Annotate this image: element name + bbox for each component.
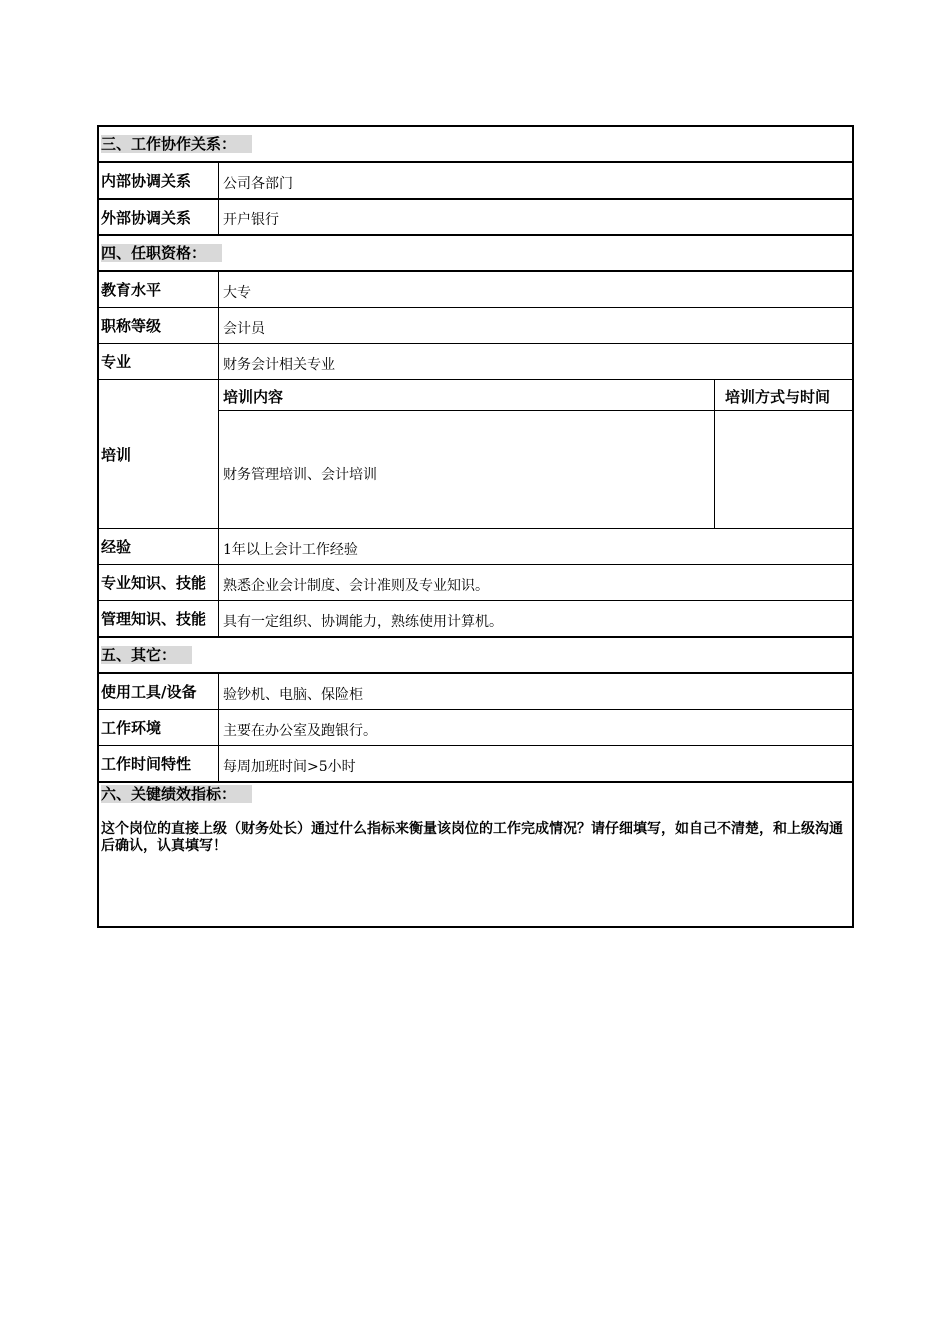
internal-coordination-label: 内部协调关系	[99, 163, 219, 198]
external-coordination-value: 开户银行	[223, 212, 279, 228]
kpi-question: 这个岗位的直接上级（财务处长）通过什么指标来衡量该岗位的工作完成情况？请仔细填写，如自己不清楚，和上级沟通后确认，认真填写！	[101, 821, 843, 854]
title-level-label: 职称等级	[99, 308, 219, 343]
row-title-level	[99, 308, 852, 344]
row-external-coordination	[99, 200, 852, 236]
education-label: 教育水平	[99, 272, 219, 307]
job-description-form	[97, 125, 854, 928]
row-work-time	[99, 746, 852, 783]
row-training	[99, 380, 852, 529]
work-time-value: 每周加班时间>5小时	[223, 759, 356, 775]
row-management-skills	[99, 601, 852, 638]
training-column-divider	[714, 380, 715, 528]
title-level-value: 会计员	[223, 321, 265, 337]
internal-coordination-value: 公司各部门	[223, 176, 293, 192]
row-internal-coordination	[99, 163, 852, 200]
training-content-value: 财务管理培训、会计培训	[223, 467, 377, 483]
row-environment	[99, 710, 852, 746]
section-collab	[99, 127, 852, 163]
professional-skills-value: 熟悉企业会计制度、会计准则及专业知识。	[223, 578, 489, 594]
management-skills-label: 管理知识、技能	[99, 601, 219, 636]
row-education	[99, 272, 852, 308]
row-major	[99, 344, 852, 380]
section-other	[99, 638, 852, 674]
experience-value: 1年以上会计工作经验	[223, 542, 358, 558]
tools-value: 验钞机、电脑、保险柜	[223, 687, 363, 703]
section-title-other: 五、其它：	[101, 646, 192, 664]
training-method-header: 培训方式与时间	[725, 388, 831, 406]
training-label: 培训	[99, 380, 219, 528]
education-value: 大专	[223, 285, 251, 301]
tools-label: 使用工具/设备	[99, 674, 219, 709]
management-skills-value: 具有一定组织、协调能力，熟练使用计算机。	[223, 614, 503, 630]
work-time-label: 工作时间特性	[99, 746, 219, 781]
section-title-qualification: 四、任职资格：	[101, 244, 222, 262]
section-qualification	[99, 236, 852, 272]
row-tools	[99, 674, 852, 710]
training-header-divider	[219, 410, 852, 411]
training-content-header: 培训内容	[223, 388, 284, 406]
experience-label: 经验	[99, 529, 219, 564]
section-title-collab: 三、工作协作关系：	[101, 135, 252, 153]
professional-skills-label: 专业知识、技能	[99, 565, 219, 600]
section-kpi	[99, 783, 852, 926]
environment-label: 工作环境	[99, 710, 219, 745]
major-value: 财务会计相关专业	[223, 357, 335, 373]
section-title-kpi: 六、关键绩效指标：	[101, 785, 252, 803]
environment-value: 主要在办公室及跑银行。	[223, 723, 377, 739]
external-coordination-label: 外部协调关系	[99, 200, 219, 234]
row-professional-skills	[99, 565, 852, 601]
major-label: 专业	[99, 344, 219, 379]
row-experience	[99, 529, 852, 565]
